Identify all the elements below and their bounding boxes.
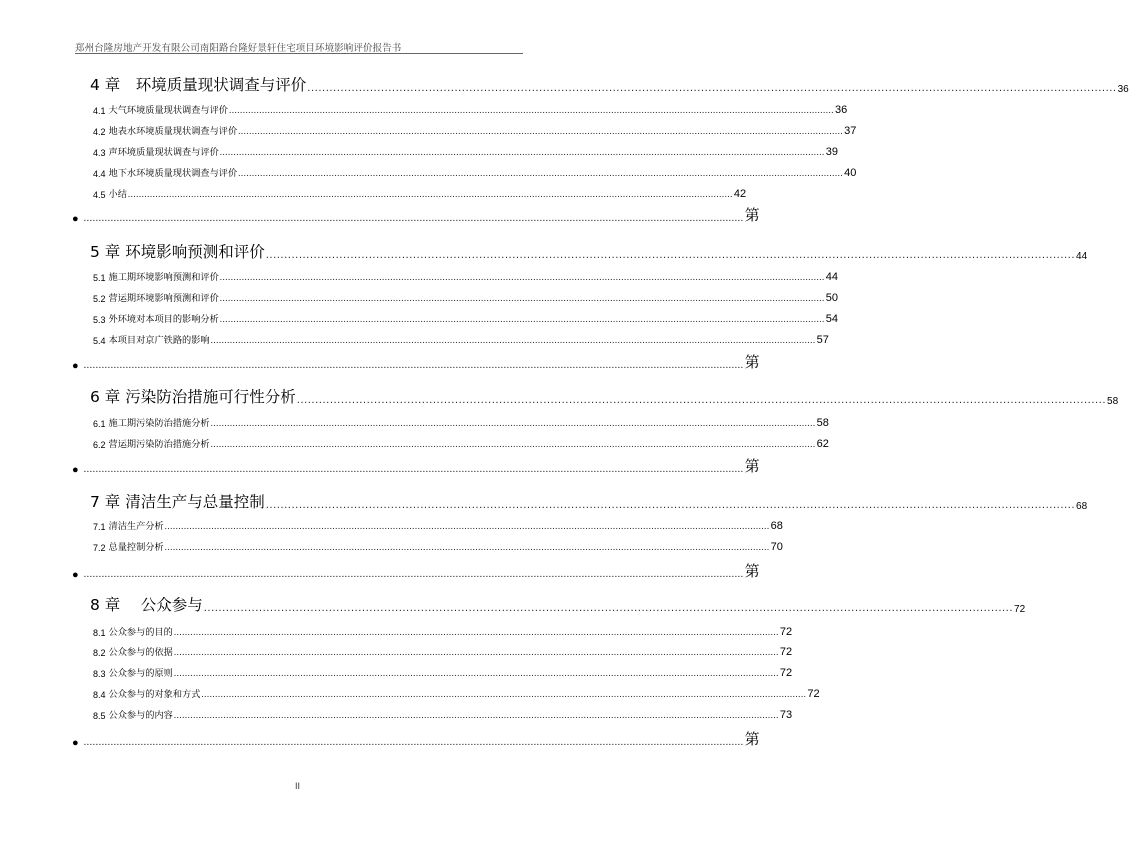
section-title: 施工期污染防治措施分析 (108, 418, 210, 429)
chapter-title: 7 章 清洁生产与总量控制 (90, 493, 265, 511)
toc-bullet-row-4[interactable] (72, 562, 760, 581)
dot-leader: ............................................................................................................................................................................................................................ (83, 737, 744, 748)
toc-chapter-8[interactable] (90, 593, 1026, 615)
section-number: 5.4 (93, 336, 106, 346)
section-title: 营运期环境影响预测和评价 (108, 293, 219, 304)
dot-leader: ............................................................................................................................................................................................................................ (238, 168, 844, 178)
dot-leader: ............................................................................................................................................................................................................................ (173, 647, 779, 657)
chapter-page: 72 (1014, 604, 1026, 615)
dot-leader: ............................................................................................................................................................................................................................ (173, 668, 779, 678)
section-page: 37 (844, 125, 857, 137)
section-number: 4.3 (93, 148, 106, 158)
toc-section-6-1[interactable] (93, 415, 829, 429)
section-number: 4.4 (93, 169, 106, 179)
dot-leader: ............................................................................................................................................................................................................................ (265, 500, 1076, 511)
section-title: 施工期环境影响预测和评价 (108, 272, 219, 283)
section-number: 7.1 (93, 522, 106, 532)
section-number: 7.2 (93, 543, 106, 553)
section-number: 8.1 (93, 628, 106, 638)
dot-leader: ............................................................................................................................................................................................................................ (210, 418, 816, 428)
section-number: 8.4 (93, 690, 106, 700)
dot-leader: ............................................................................................................................................................................................................................ (307, 83, 1117, 94)
dot-leader: ............................................................................................................................................................................................................................ (265, 250, 1076, 261)
section-title: 公众参与的对象和方式 (108, 689, 201, 700)
section-title: 小结 (108, 189, 127, 200)
section-page: 72 (779, 646, 793, 658)
section-title: 公众参与的原则 (108, 668, 173, 679)
section-page: 73 (779, 709, 793, 721)
section-number: 8.5 (93, 711, 106, 721)
header-rule (75, 53, 523, 54)
bullet-page: 第 (744, 562, 760, 580)
dot-leader: ............................................................................................................................................................................................................................ (203, 603, 1014, 614)
toc-section-4-3[interactable] (93, 144, 839, 158)
dot-leader: ............................................................................................................................................................................................................................ (83, 213, 744, 224)
section-title: 地下水环境质量现状调查与评价 (108, 168, 238, 179)
toc-section-8-2[interactable] (93, 644, 793, 658)
dot-leader: ............................................................................................................................................................................................................................ (173, 710, 779, 720)
section-number: 5.3 (93, 315, 106, 325)
chapter-page: 68 (1076, 501, 1088, 512)
dot-leader: ............................................................................................................................................................................................................................ (210, 439, 816, 449)
document-header: 郑州台隆房地产开发有限公司南阳路台隆好景轩住宅项目环境影响评价报告书 (75, 43, 402, 54)
bullet-icon: ● (72, 464, 79, 476)
dot-leader: ............................................................................................................................................................................................................................ (201, 689, 807, 699)
chapter-page: 58 (1107, 396, 1119, 407)
section-number: 6.2 (93, 440, 106, 450)
section-page: 40 (844, 167, 857, 179)
section-page: 62 (816, 438, 829, 450)
section-title: 公众参与的目的 (108, 627, 173, 638)
section-page: 39 (825, 146, 839, 158)
section-number: 8.2 (93, 648, 106, 658)
section-page: 68 (770, 520, 783, 532)
section-page: 36 (834, 104, 848, 116)
dot-leader: ............................................................................................................................................................................................................................ (219, 314, 825, 324)
section-title: 外环境对本项目的影响分析 (108, 314, 219, 325)
section-number: 4.2 (93, 127, 106, 137)
section-page: 57 (816, 334, 829, 346)
bullet-icon: ● (72, 569, 79, 581)
bullet-page: 第 (744, 206, 760, 224)
dot-leader: ............................................................................................................................................................................................................................ (173, 627, 779, 637)
toc-section-8-4[interactable] (93, 686, 820, 700)
toc-section-4-1[interactable] (93, 102, 848, 116)
section-number: 5.2 (93, 294, 106, 304)
section-page: 50 (825, 292, 839, 304)
dot-leader: ............................................................................................................................................................................................................................ (164, 521, 770, 531)
toc-section-8-5[interactable] (93, 707, 793, 721)
toc-section-5-3[interactable] (93, 311, 839, 325)
toc-section-5-1[interactable] (93, 269, 839, 283)
section-title: 清洁生产分析 (108, 521, 164, 532)
chapter-page: 44 (1076, 251, 1088, 262)
bullet-icon: ● (72, 213, 79, 225)
dot-leader: ............................................................................................................................................................................................................................ (219, 293, 825, 303)
toc-chapter-6[interactable] (90, 385, 1119, 407)
section-number: 4.5 (93, 190, 106, 200)
toc-section-7-1[interactable] (93, 518, 783, 532)
dot-leader: ............................................................................................................................................................................................................................ (83, 360, 744, 371)
toc-bullet-row-1[interactable] (72, 206, 760, 225)
section-title: 营运期污染防治措施分析 (108, 439, 210, 450)
toc-section-6-2[interactable] (93, 436, 829, 450)
bullet-page: 第 (744, 353, 760, 371)
toc-section-8-3[interactable] (93, 665, 793, 679)
toc-bullet-row-2[interactable] (72, 353, 760, 372)
bullet-page: 第 (744, 457, 760, 475)
section-title: 公众参与的依据 (108, 647, 173, 658)
section-number: 4.1 (93, 106, 106, 116)
section-page: 70 (770, 541, 783, 553)
dot-leader: ............................................................................................................................................................................................................................ (127, 189, 733, 199)
section-page: 42 (733, 188, 747, 200)
bullet-icon: ● (72, 360, 79, 372)
chapter-page: 36 (1117, 84, 1129, 95)
section-number: 8.3 (93, 669, 106, 679)
dot-leader: ............................................................................................................................................................................................................................ (83, 464, 744, 475)
chapter-title: 6 章 污染防治措施可行性分析 (90, 388, 296, 406)
chapter-title: 4 章 环境质量现状调查与评价 (90, 76, 307, 94)
toc-section-4-2[interactable] (93, 123, 857, 137)
section-title: 声环境质量现状调查与评价 (108, 147, 219, 158)
dot-leader: ............................................................................................................................................................................................................................ (83, 569, 744, 580)
section-title: 地表水环境质量现状调查与评价 (108, 126, 238, 137)
section-title: 本项目对京广铁路的影响 (108, 335, 210, 346)
dot-leader: ............................................................................................................................................................................................................................ (164, 542, 770, 552)
dot-leader: ............................................................................................................................................................................................................................ (210, 335, 816, 345)
toc-chapter-7[interactable] (90, 490, 1088, 512)
dot-leader: ............................................................................................................................................................................................................................ (228, 105, 834, 115)
chapter-title: 5 章 环境影响预测和评价 (90, 243, 265, 261)
dot-leader: ............................................................................................................................................................................................................................ (219, 272, 825, 282)
section-title: 大气环境质量现状调查与评价 (108, 105, 228, 116)
toc-section-5-4[interactable] (93, 332, 829, 346)
toc-section-4-5[interactable] (93, 186, 747, 200)
chapter-title: 8 章 公众参与 (90, 596, 203, 614)
toc-chapter-5[interactable] (90, 240, 1088, 262)
section-page: 72 (807, 688, 820, 700)
toc-section-7-2[interactable] (93, 539, 783, 553)
toc-section-5-2[interactable] (93, 290, 839, 304)
toc-bullet-row-5[interactable] (72, 730, 760, 749)
bullet-page: 第 (744, 730, 760, 748)
page-number: II (294, 781, 300, 791)
toc-section-4-4[interactable] (93, 165, 857, 179)
section-number: 5.1 (93, 273, 106, 283)
section-page: 44 (825, 271, 839, 283)
dot-leader: ............................................................................................................................................................................................................................ (296, 395, 1107, 406)
toc-bullet-row-3[interactable] (72, 457, 760, 476)
dot-leader: ............................................................................................................................................................................................................................ (219, 147, 825, 157)
bullet-icon: ● (72, 737, 79, 749)
section-number: 6.1 (93, 419, 106, 429)
section-page: 72 (779, 667, 793, 679)
section-title: 公众参与的内容 (108, 710, 173, 721)
section-page: 58 (816, 417, 829, 429)
section-page: 54 (825, 313, 839, 325)
toc-chapter-4[interactable] (90, 73, 1129, 95)
section-page: 72 (779, 626, 793, 638)
section-title: 总量控制分析 (108, 542, 164, 553)
dot-leader: ............................................................................................................................................................................................................................ (238, 126, 844, 136)
toc-section-8-1[interactable] (93, 624, 793, 638)
